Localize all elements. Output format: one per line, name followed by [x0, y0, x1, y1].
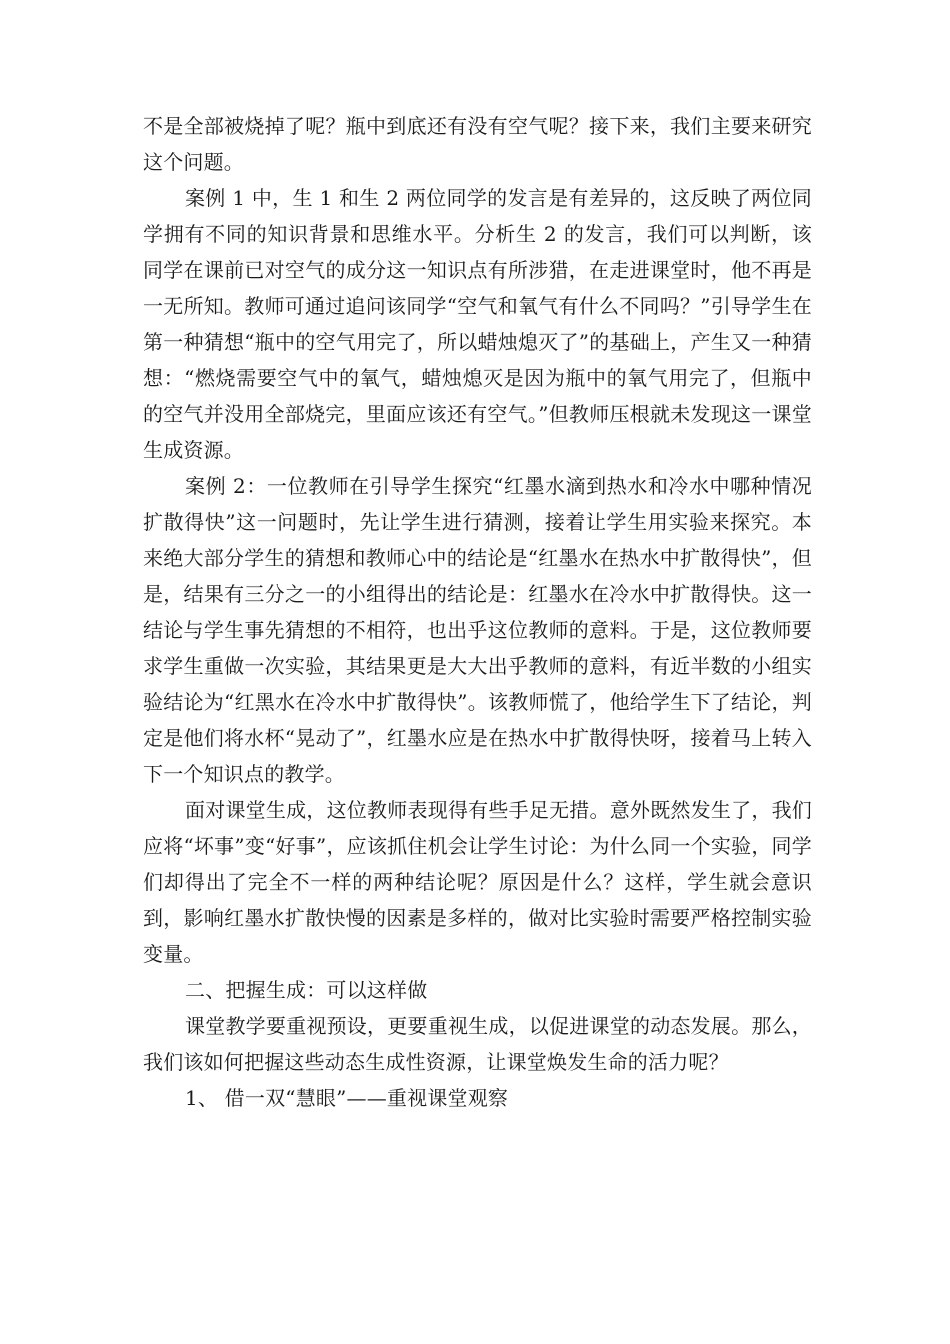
section-heading: 二、把握生成：可以这样做: [185, 978, 428, 1002]
document-body: [143, 108, 812, 1116]
paragraph-continuation: 不是全部被烧掉了呢？瓶中到底还有没有空气呢？接下来，我们主要来研究这个问题。: [143, 114, 812, 174]
paragraph-case1-analysis: 案例 1 中，生 1 和生 2 两位同学的发言是有差异的，这反映了两位同学拥有不同的知识背景和思维水平。分析生 2 的发言，我们可以判断，该同学在课前已对空气的成分这一知识点有所涉猎，在走进课堂时，他不再是一无所知。教师可通过追问该同学“空气和氧气有什么不同吗？”引导学生在第一种猜想“瓶中的空气用完了，所以蜡烛熄灭了”的基础上，产生又一种猜想：“燃烧需要空气中的氧气，蜡烛熄灭是因为瓶中的氧气用完了，但瓶中的空气并没用全部烧完，里面应该还有空气。”但教师压根就未发现这一课堂生成资源。: [143, 186, 812, 462]
paragraph-case2-analysis: 面对课堂生成，这位教师表现得有些手足无措。意外既然发生了，我们应将“坏事”变“好事”，应该抓住机会让学生讨论：为什么同一个实验，同学们却得出了完全不一样的两种结论呢？原因是什么？这样，学生就会意识到，影响红墨水扩散快慢的因素是多样的，做对比实验时需要严格控制实验变量。: [143, 798, 812, 966]
paragraph-section-intro: 课堂教学要重视预设，更要重视生成，以促进课堂的动态发展。那么，我们该如何把握这些动态生成性资源，让课堂焕发生命的活力呢？: [143, 1014, 812, 1074]
paragraph-case2: 案例 2：一位教师在引导学生探究“红墨水滴到热水和冷水中哪种情况扩散得快”这一问题时，先让学生进行猜测，接着让学生用实验来探究。本来绝大部分学生的猜想和教师心中的结论是“红墨水在热水中扩散得快”，但是，结果有三分之一的小组得出的结论是：红墨水在冷水中扩散得快。这一结论与学生事先猜想的不相符，也出乎这位教师的意料。于是，这位教师要求学生重做一次实验，其结果更是大大出乎教师的意料，有近半数的小组实验结论为“红黑水在冷水中扩散得快”。该教师慌了，他给学生下了结论，判定是他们将水杯“晃动了”，红墨水应是在热水中扩散得快呀，接着马上转入下一个知识点的教学。: [143, 474, 812, 786]
subsection-heading: 1、 借一双“慧眼”——重视课堂观察: [185, 1086, 509, 1110]
